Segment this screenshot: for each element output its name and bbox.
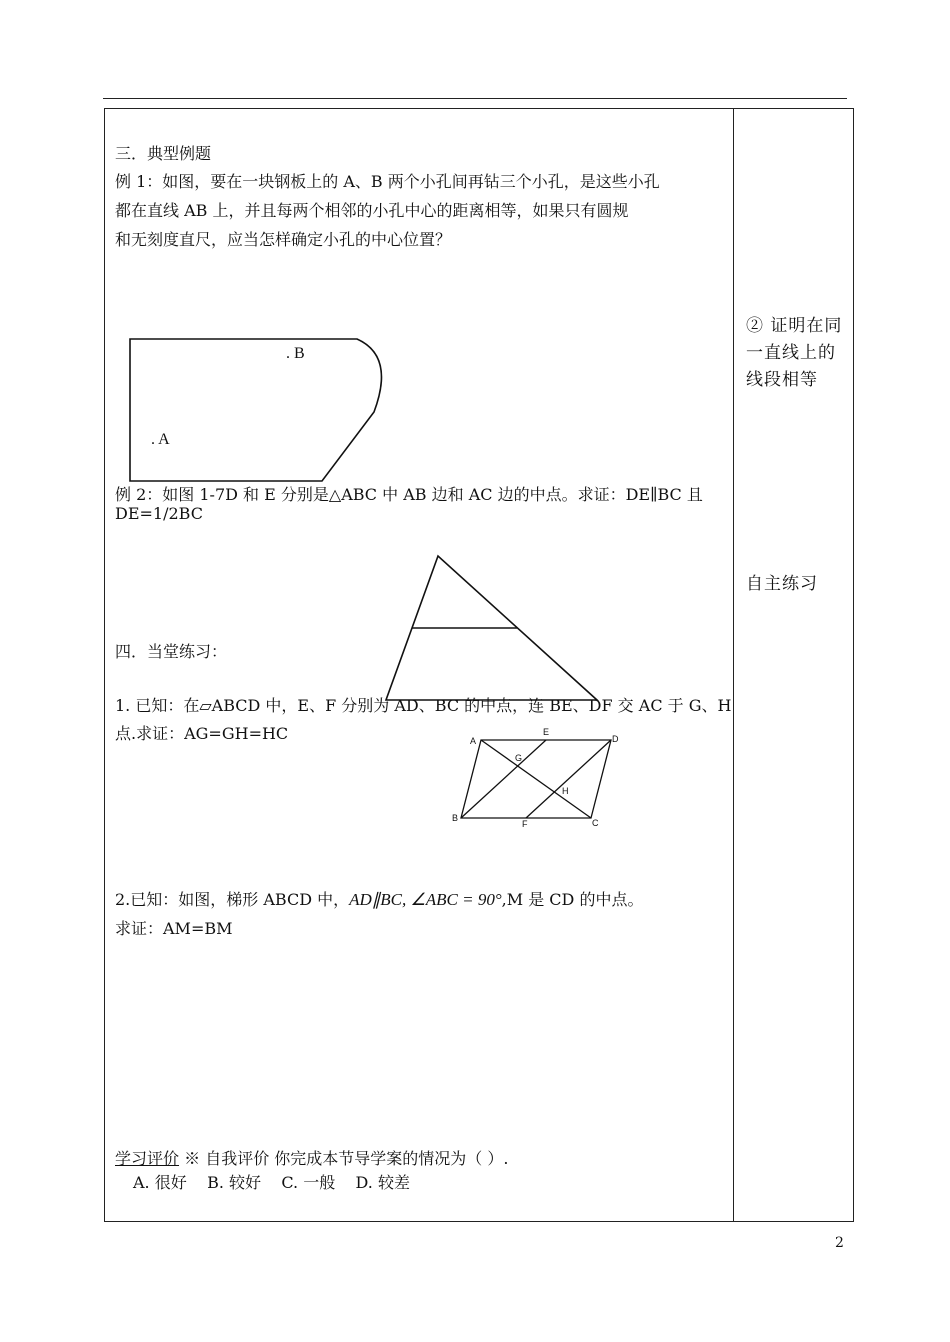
q2-line1 [115, 888, 643, 912]
evaluation-prompt: ※ 自我评价 你完成本节导学案的情况为（ ）. [179, 1149, 509, 1168]
point-b-label: . B [286, 345, 305, 362]
label-b: B [452, 813, 459, 823]
sidebar-note-practice: 自主练习 [746, 574, 818, 594]
page-number: 2 [835, 1235, 844, 1251]
label-e: E [543, 727, 550, 737]
evaluation-label: 学习评价 [115, 1149, 180, 1168]
label-a: A [470, 736, 477, 746]
q1-line2: 点.求证：AG=GH=HC [115, 724, 289, 743]
q1-line1: 1. 已知：在▱ABCD 中，E、F 分别为 AD、BC 的中点，连 BE、DF 交 AC 于 G、H [115, 696, 732, 715]
label-f: F [522, 819, 528, 829]
q2-suffix: ,M 是 CD 的中点。 [501, 890, 644, 909]
evaluation-options: A. 很好 B. 较好 C. 一般 D. 较差 [133, 1173, 410, 1192]
q2-prefix: 2.已知：如图，梯形 ABCD 中， [115, 890, 350, 909]
q2-line2: 求证：AM=BM [115, 919, 233, 938]
example1-line3: 和无刻度直尺，应当怎样确定小孔的中心位置？ [115, 230, 452, 249]
example1-line1: 例 1：如图，要在一块钢板上的 A、B 两个小孔间再钻三个小孔，是这些小孔 [115, 172, 660, 191]
section4-heading: 四．当堂练习： [115, 642, 228, 661]
example1-line2: 都在直线 AB 上，并且每两个相邻的小孔中心的距离相等，如果只有圆规 [115, 201, 629, 220]
sidebar-note-proof: ② 证明在同一直线上的线段相等 [746, 316, 843, 390]
section3-heading: 三．典型例题 [115, 144, 212, 163]
q2-formula: AD∥BC, ∠ABC = 90° [349, 890, 502, 909]
label-c: C [592, 818, 599, 828]
example2-line2: DE=1/2BC [115, 504, 203, 523]
label-h: H [562, 786, 569, 796]
point-a-label: . A [151, 431, 170, 448]
label-g: G [515, 753, 523, 763]
evaluation-line1 [115, 1147, 508, 1171]
label-d: D [612, 734, 619, 744]
example2-line1: 例 2：如图 1-7D 和 E 分别是△ABC 中 AB 边和 AC 边的中点。求证：DE∥BC 且 [115, 485, 703, 504]
